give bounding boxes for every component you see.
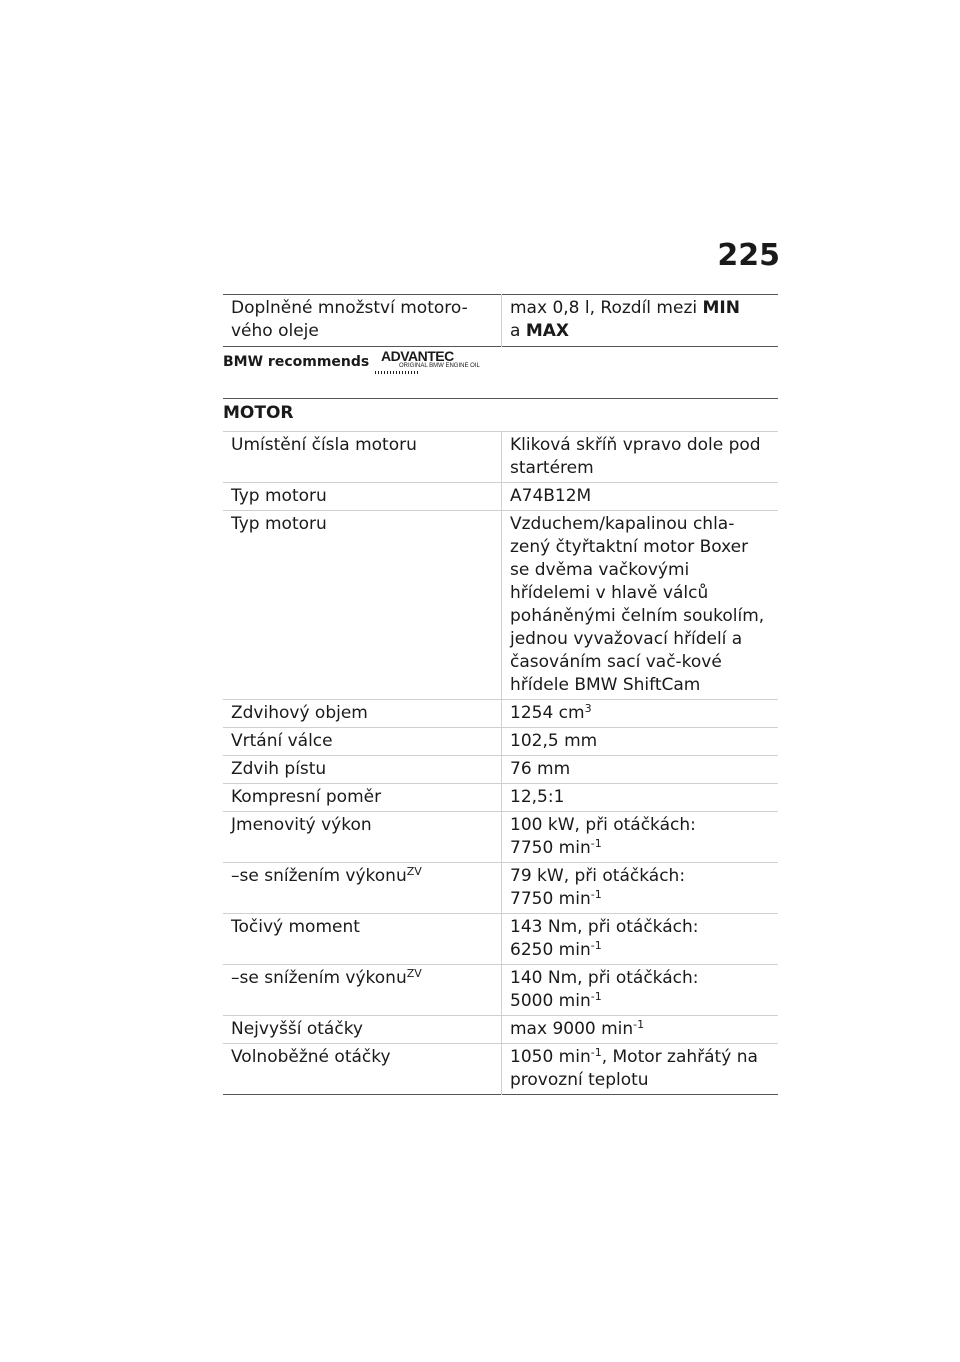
label-text: –se snížením výkonu (231, 866, 407, 886)
row-value (502, 965, 779, 1016)
label-text: –se snížením výkonu (231, 968, 407, 988)
row-value: 76 mm (502, 756, 779, 784)
row-value: 12,5:1 (502, 784, 779, 812)
value-text: 143 Nm, při otáčkách: (510, 917, 699, 937)
row-label: Zdvih pístu (231, 759, 327, 779)
value-sup: -1 (590, 1046, 602, 1059)
row-label (223, 965, 502, 1016)
label-sup: ZV (406, 967, 422, 980)
value-text: 7750 min (510, 889, 591, 909)
value-sup: 3 (584, 702, 592, 715)
row-value (502, 700, 779, 728)
value-text: 6250 min (510, 940, 591, 960)
table-row (223, 784, 778, 812)
row-label: Doplněné množství motoro-vého oleje (231, 298, 468, 341)
max-mark: MAX (525, 321, 570, 341)
row-value (502, 295, 779, 347)
recommends-text: BMW recommends (223, 354, 370, 370)
motor-spec-table (223, 431, 778, 1095)
value-text: , Motor zahřátý na provozní teplotu (510, 1047, 758, 1090)
value-text: 5000 min (510, 991, 591, 1011)
table-row (223, 728, 778, 756)
label-sup: ZV (406, 865, 422, 878)
row-value: 102,5 mm (502, 728, 779, 756)
advantec-logo (375, 348, 480, 376)
oil-quantity-table (223, 294, 778, 347)
value-sup: -1 (590, 990, 602, 1003)
table-row (223, 965, 778, 1016)
row-label: Umístění čísla motoru (231, 435, 417, 455)
row-label (223, 863, 502, 914)
value-text: 100 kW, při otáčkách: (510, 815, 696, 835)
row-label: Nejvyšší otáčky (231, 1019, 363, 1039)
table-row (223, 863, 778, 914)
table-row (223, 511, 778, 700)
logo-subtitle: ORIGINAL BMW ENGINE OIL (399, 363, 480, 369)
value-text: 140 Nm, při otáčkách: (510, 968, 699, 988)
value-text: 1254 cm (510, 703, 585, 723)
row-value: Vzduchem/kapalinou chla-zený čtyřtaktní motor Boxer se dvěma vačkovými hřídelemi v hlavě válců poháněnými čelním soukolím, jednou vyvažovací hřídelí a časováním sací vač-kové hřídele BMW ShiftCam (502, 511, 779, 700)
row-label: Točivý moment (231, 917, 360, 937)
logo-title: ADVANTEC (381, 348, 454, 364)
row-label: Jmenovitý výkon (231, 815, 372, 835)
row-label: Typ motoru (231, 486, 327, 506)
table-row (223, 1044, 778, 1095)
table-row (223, 432, 778, 483)
section-title: MOTOR (223, 398, 778, 423)
row-label: Typ motoru (231, 514, 327, 534)
table-row (223, 1016, 778, 1044)
value-text: a (510, 321, 526, 341)
row-label: Kompresní poměr (231, 787, 382, 807)
row-label: Zdvihový objem (231, 703, 368, 723)
table-row (223, 483, 778, 511)
row-value (502, 812, 779, 863)
row-label: Volnoběžné otáčky (231, 1047, 391, 1067)
row-label: Vrtání válce (231, 731, 333, 751)
row-value: Kliková skříň vpravo dole pod startérem (502, 432, 779, 483)
value-text: max 0,8 l, Rozdíl mezi (510, 298, 703, 318)
value-text: 79 kW, při otáčkách: (510, 866, 686, 886)
value-sup: -1 (633, 1018, 645, 1031)
min-mark: MIN (702, 298, 740, 318)
table-row (223, 700, 778, 728)
value-sup: -1 (590, 837, 602, 850)
row-value (502, 1044, 779, 1095)
value-sup: -1 (590, 939, 602, 952)
table-row (223, 812, 778, 863)
row-value (502, 914, 779, 965)
table-row (223, 295, 778, 347)
value-sup: -1 (590, 888, 602, 901)
row-value (502, 1016, 779, 1044)
value-text: 1050 min (510, 1047, 591, 1067)
page-number: 225 (717, 238, 780, 273)
value-text: max 9000 min (510, 1019, 634, 1039)
table-row (223, 756, 778, 784)
value-text: 7750 min (510, 838, 591, 858)
row-value: A74B12M (502, 483, 779, 511)
logo-barcode (375, 371, 419, 374)
table-row (223, 914, 778, 965)
row-value (502, 863, 779, 914)
